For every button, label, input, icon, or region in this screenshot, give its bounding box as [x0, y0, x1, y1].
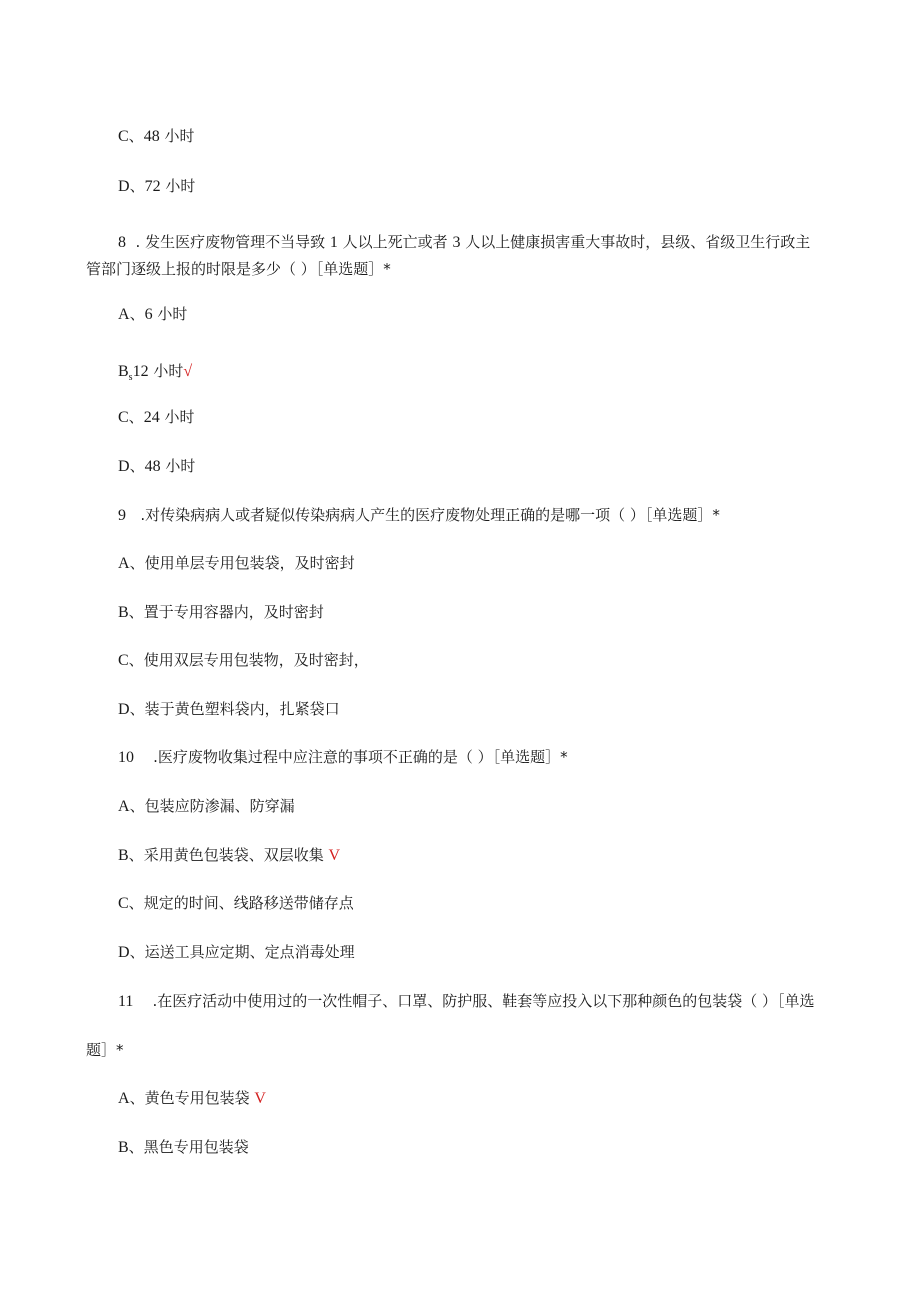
q9-option-b[interactable] — [118, 602, 324, 623]
option-text: 使用双层专用包装物，及时密封， — [143, 651, 369, 669]
option-separator: s — [128, 372, 133, 383]
option-separator: 、 — [129, 177, 145, 195]
option-separator: 、 — [129, 554, 145, 572]
option-number: 6 — [144, 306, 153, 323]
question-text: .对传染病病人或者疑似传染病病人产生的医疗废物处理正确的是哪一项（ ）［单选题］* — [140, 506, 720, 524]
question-number-inline: 3 — [452, 234, 461, 251]
option-separator: 、 — [129, 1089, 145, 1107]
option-number: 48 — [143, 128, 160, 145]
q8-stem-line2: 管部门逐级上报的时限是多少（ ）［单选题］* — [86, 260, 391, 278]
q11-option-a[interactable] — [118, 1088, 266, 1109]
option-letter: C — [118, 652, 129, 669]
correct-check-mark: √ — [183, 363, 193, 380]
option-letter: D — [118, 178, 130, 195]
option-text: 黑色专用包装袋 — [143, 1138, 249, 1156]
option-letter: B — [118, 1139, 129, 1156]
option-text: 置于专用容器内，及时密封 — [143, 603, 324, 621]
option-separator: 、 — [128, 127, 144, 145]
question-text: .在医疗活动中使用过的一次性帽子、口罩、防护服、鞋套等应投入以下那种颜色的包装袋（ ）［单选 — [152, 992, 815, 1010]
option-text: 小时 — [157, 305, 188, 323]
option-separator: 、 — [129, 305, 145, 323]
option-text: 规定的时间、线路移送带储存点 — [143, 894, 354, 912]
correct-check-mark: V — [254, 1090, 266, 1107]
q11-option-b[interactable] — [118, 1137, 249, 1158]
q7-option-d — [118, 176, 195, 197]
option-letter: A — [118, 1090, 130, 1107]
question-text: . 发生医疗废物管理不当导致 — [135, 233, 326, 251]
option-text: 小时 — [164, 408, 195, 426]
option-letter: A — [118, 306, 130, 323]
question-number: 8 — [118, 234, 126, 251]
option-separator: 、 — [129, 457, 145, 475]
option-letter: D — [118, 458, 130, 475]
option-text: 装于黄色塑料袋内，扎紧袋口 — [144, 700, 340, 718]
q8-option-b[interactable] — [118, 361, 192, 388]
option-separator: 、 — [128, 408, 144, 426]
q9-option-c[interactable] — [118, 650, 369, 671]
q8-option-a[interactable] — [118, 304, 187, 325]
option-text: 小时 — [165, 177, 196, 195]
question-number: 9 — [118, 507, 126, 524]
option-text: 小时 — [165, 457, 196, 475]
question-number: 10 — [118, 749, 134, 766]
q10-stem — [118, 747, 568, 768]
option-letter: D — [118, 701, 130, 718]
q11-stem-line1 — [118, 991, 815, 1012]
option-separator: 、 — [129, 797, 145, 815]
option-separator: 、 — [128, 846, 144, 864]
option-letter: C — [118, 895, 129, 912]
q8-stem-line1 — [118, 232, 810, 253]
question-number: 11 — [118, 993, 134, 1010]
option-number: 12 — [132, 363, 149, 380]
option-text: 小时 — [153, 362, 184, 380]
option-text: 小时 — [164, 127, 195, 145]
correct-check-mark: V — [328, 847, 341, 864]
q10-option-d[interactable] — [118, 942, 355, 963]
q10-option-b[interactable] — [118, 845, 340, 866]
q10-option-a[interactable] — [118, 796, 295, 817]
option-number: 72 — [144, 178, 161, 195]
option-number: 24 — [143, 409, 160, 426]
q9-option-d[interactable] — [118, 699, 340, 720]
option-letter: D — [118, 944, 130, 961]
q7-option-c — [118, 126, 194, 147]
option-text: 运送工具应定期、定点消毒处理 — [144, 943, 355, 961]
option-separator: 、 — [129, 700, 145, 718]
option-text: 使用单层专用包装袋，及时密封 — [144, 554, 355, 572]
option-letter: C — [118, 128, 129, 145]
question-number-inline: 1 — [329, 234, 338, 251]
question-text: .医疗废物收集过程中应注意的事项不正确的是（ ）［单选题］* — [153, 748, 568, 766]
option-text: 采用黄色包装袋、双层收集 — [143, 846, 324, 864]
option-text: 包装应防渗漏、防穿漏 — [144, 797, 295, 815]
question-text: 人以上健康损害重大事故时，县级、省级卫生行政主 — [465, 233, 811, 251]
q10-option-c[interactable] — [118, 893, 354, 914]
option-separator: 、 — [128, 603, 144, 621]
option-letter: A — [118, 798, 130, 815]
question-text: 人以上死亡或者 — [342, 233, 448, 251]
option-letter: A — [118, 555, 130, 572]
q9-option-a[interactable] — [118, 553, 355, 574]
q8-option-c[interactable] — [118, 407, 194, 428]
option-separator: 、 — [128, 894, 144, 912]
option-letter: B — [118, 604, 129, 621]
option-separator: 、 — [128, 1138, 144, 1156]
q9-stem — [118, 505, 720, 526]
option-separator: 、 — [129, 943, 145, 961]
q8-option-d[interactable] — [118, 456, 195, 477]
option-text: 黄色专用包装袋 — [144, 1089, 250, 1107]
option-number: 48 — [144, 458, 161, 475]
option-letter: B — [118, 847, 129, 864]
option-letter: B — [118, 363, 129, 380]
option-separator: 、 — [128, 651, 144, 669]
q11-stem-line2: 题］* — [86, 1041, 124, 1059]
option-letter: C — [118, 409, 129, 426]
